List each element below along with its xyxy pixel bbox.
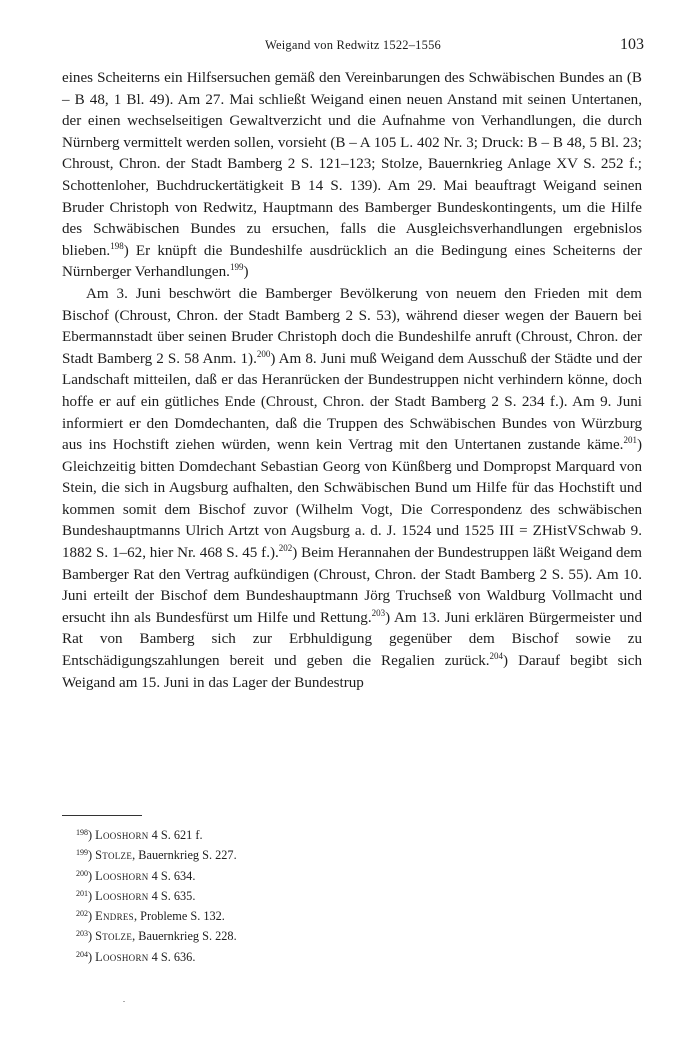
footnote-ref-199[interactable]: 199 (229, 262, 244, 273)
text-run: ) Er knüpft die Bundeshilfe ausdrücklich an die Bedingung eines Scheiterns der Nürnberger Verhandlungen. (62, 242, 642, 281)
text-run: ) Darauf begibt sich Weigand am 15. Juni in das Lager der Bundestrup (62, 653, 642, 691)
footnote-204: $^{204}$) Looshorn 4 S. 636. (76, 949, 196, 964)
footnote-203: $^{203}$) Stolze, Bauernkrieg S. 228. (76, 929, 237, 944)
page-header (62, 38, 644, 60)
text-run: ) Am 8. Juni muß Weigand dem Ausschuß der Städte und der Landschaft mitteilen, daß er das Heranrücken der Bundestruppen nicht verhindern könne, doch hoffe er auf ein gütliches Ende (Chroust, Chron. der Stadt Bamberg 2 S. 234 f.). Am 9. Juni informiert er den Domdechanten, daß die Truppen des Schwäbischen Bundes von Würzburg aus ins Hochstift ziehen würden, wenn kein Vertrag mit den Untertanen zustande käme. (62, 350, 642, 454)
text-run: ) (243, 264, 249, 281)
footnote-ref-198[interactable]: 198 (110, 240, 124, 251)
running-title: Weigand von Redwitz 1522–1556 (265, 38, 441, 52)
paragraph-1 (62, 68, 642, 284)
text-run: eines Scheiterns ein Hilfsersuchen gemäß den Vereinbarungen des Schwäbischen Bundes an (B – B 48, 1 Bl. 49). Am 27. Mai schließt Weigand einen neuen Anstand mit seinen Untertanen, der einen wechselseitigen Gewaltverzicht und die Aufnahme von Verhandlungen, die durch Nürnberg vermittelt werden sollen, vorsieht (B – A 105 L. 402 Nr. 3; Druck: B – B 48, 5 Bl. 23; Chroust, Chron. der Stadt Bamberg 2 S. 121–123; Stolze, Bauernkrieg Anlage XV S. 252 f.; Schottenloher, Buchdruckertätigkeit B 14 S. 139). Am 29. Mai beauftragt Weigand seinen Bruder Christoph von Redwitz, Hauptmann des Bamberger Bundeskontingents, um die Hilfe des Schwäbischen Bundes zu ersuchen, falls die Ausgleichsverhandlungen ergebnislos blieben. (62, 70, 642, 259)
footnote-ref-201[interactable]: 201 (623, 435, 637, 446)
footnotes (76, 824, 476, 966)
text-run: Am 3. Juni beschwört die Bamberger Bevölkerung von neuem den Frieden mit dem Bischof (Chroust, Chron. der Stadt Bamberg 2 S. 53), während dieser wegen der Bauern bei Ebermannstadt über seinen Bruder Christoph doch die Bundeshilfe anruft (Chroust, Chron. der Stadt Bamberg 2 S. 58 Anm. 1). (62, 285, 642, 367)
text-run: ) Beim Herannahen der Bundestruppen läßt Weigand dem Bamberger Rat den Vertrag aufkündigen (Chroust, Chron. der Stadt Bamberg 2 S. 55). Am 10. Juni erteilt der Bischof dem Bundeshauptmann Jörg Truchseß von Waldburg Vollmacht und ersucht ihn als Bundesfürst um Hilfe und Rettung. (62, 545, 642, 626)
footnote-199: $^{199}$) Stolze, Bauernkrieg S. 227. (76, 848, 237, 863)
scan-speck (123, 1001, 125, 1002)
page-number: 103 (620, 36, 644, 53)
text-run: ) Am 13. Juni erklären Bürgermeister und Rat von Bamberg sich zur Erbhuldigung gegenüber dem Bischof sowie zu Entschädigungszahlungen bereit und geben die Regalien zurück. (62, 609, 643, 670)
footnote-201: $^{201}$) Looshorn 4 S. 635. (76, 888, 196, 903)
footnote-198: $^{198}$) Looshorn 4 S. 621 f. (76, 828, 203, 842)
footnote-ref-200[interactable]: 200 (256, 348, 271, 359)
paragraph-2 (62, 284, 642, 694)
footnote-202: $^{202}$) Endres, Probleme S. 132. (76, 909, 225, 924)
footnote-separator (62, 815, 142, 816)
footnote-200: $^{200}$) Looshorn 4 S. 634. (76, 868, 196, 883)
text-run: ) Gleichzeitig bitten Domdechant Sebastian Georg von Künßberg und Dompropst Marquard von Stein, die sich in Augsburg aufhalten, den Schwäbischen Bund um Hilfe für das Hochstift und kommen somit dem Bischof zuvor (Wilhelm Vogt, Die Correspondenz des schwäbischen Bundeshauptmanns Ulrich Artzt von Augsburg a. d. J. 1524 und 1525 III = ZHistVSchwab 9. 1882 S. 1–62, hier Nr. 468 S. 45 f.). (62, 437, 642, 562)
footnote-ref-204[interactable]: 204 (489, 651, 504, 662)
footnote-ref-202[interactable]: 202 (278, 543, 293, 554)
body-text (62, 68, 642, 694)
footnote-ref-203[interactable]: 203 (371, 607, 386, 618)
